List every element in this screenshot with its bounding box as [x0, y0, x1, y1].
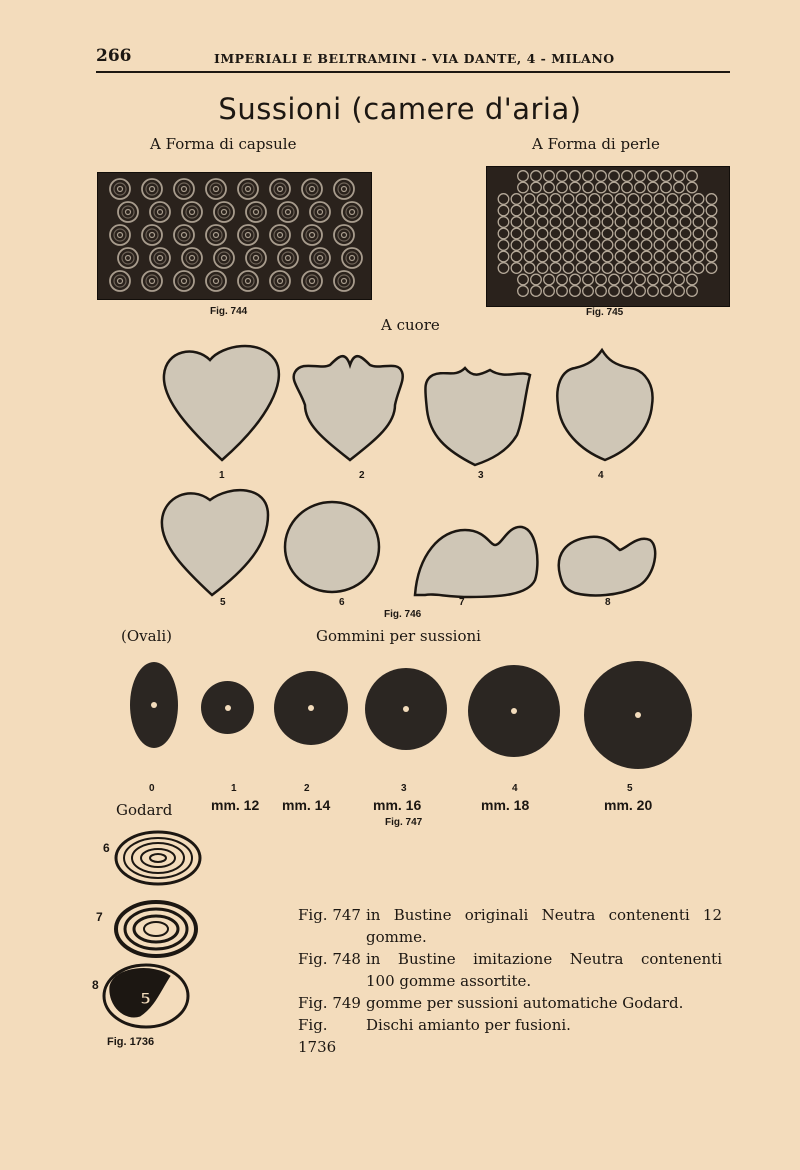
gommino-size-4: mm. 18 [481, 797, 530, 813]
fig-1736-caption: Fig. 1736 [107, 1036, 155, 1048]
gommino-number-1: 1 [231, 783, 237, 794]
gommini-heading: Gommini per sussioni [316, 627, 481, 645]
description-fig: Fig. 748 [298, 950, 361, 968]
running-header: IMPERIALI E BELTRAMINI - VIA DANTE, 4 - MILANO [214, 51, 615, 66]
shape-1 [164, 346, 279, 460]
page-number: 266 [96, 46, 132, 66]
shape-5 [162, 490, 268, 595]
cuore-heading: A cuore [381, 316, 440, 334]
shape-6 [285, 502, 379, 592]
description-text-cont: gomme. [366, 928, 427, 946]
godard-heading: Godard [116, 801, 173, 819]
godard-number-6: 6 [103, 841, 110, 855]
shape-number-6: 6 [339, 597, 345, 608]
godard-number-8: 8 [92, 978, 99, 992]
godard-number-7: 7 [96, 910, 103, 924]
shape-number-4: 4 [598, 470, 604, 481]
shape-number-1: 1 [219, 470, 225, 481]
godard-ring-8 [104, 965, 188, 1027]
gommino-number-5: 5 [627, 783, 633, 794]
gommino-3 [365, 668, 447, 750]
godard-rings-illustration [100, 826, 210, 1036]
svg-text:5: 5 [140, 989, 152, 1008]
page-title: Sussioni (camere d'aria) [218, 92, 582, 126]
fig-747-caption: Fig. 747 [385, 817, 423, 828]
capsule-panel-image [97, 172, 372, 300]
header-rule [96, 71, 730, 73]
shape-4 [557, 350, 652, 460]
description-line [298, 904, 722, 926]
fig-746-caption: Fig. 746 [384, 609, 422, 620]
gommino-number-3: 3 [401, 783, 407, 794]
shape-number-5: 5 [220, 597, 226, 608]
shape-3 [425, 368, 530, 465]
shape-number-7: 7 [459, 597, 465, 608]
description-text: gomme per sussioni automatiche Godard. [366, 994, 684, 1012]
gommino-size-3: mm. 16 [373, 797, 422, 813]
perle-panel-image [486, 166, 730, 307]
description-text: in Bustine originali Neutra contenenti 12 [366, 906, 722, 924]
gommino-1 [201, 681, 254, 734]
gommino-5 [584, 661, 692, 769]
shape-8 [559, 537, 655, 596]
description-fig: Fig. 1736 [298, 1016, 337, 1056]
description-text: in Bustine imitazione Neutra contenenti [366, 950, 722, 968]
gommino-4 [468, 665, 560, 757]
description-text: Dischi amianto per fusioni. [366, 1016, 571, 1034]
description-continuation [298, 926, 722, 948]
shape-2 [294, 356, 403, 460]
description-continuation [298, 970, 722, 992]
description-fig: Fig. 749 [298, 994, 361, 1012]
gommino-size-5: mm. 20 [604, 797, 653, 813]
description-line [298, 992, 722, 1014]
fig-744-caption: Fig. 744 [210, 306, 248, 317]
ovali-heading: (Ovali) [121, 627, 173, 645]
fig-745-caption: Fig. 745 [586, 307, 624, 318]
shape-number-2: 2 [359, 470, 365, 481]
description-line [298, 948, 722, 970]
description-fig: Fig. 747 [298, 906, 361, 924]
godard-ring-7 [116, 902, 196, 956]
description-text-cont: 100 gomme assortite. [366, 972, 532, 990]
heart-shapes-illustration [150, 335, 670, 625]
capsule-heading: A Forma di capsule [150, 135, 297, 153]
gommino-number-2: 2 [304, 783, 310, 794]
description-line [298, 1014, 722, 1058]
perle-heading: A Forma di perle [532, 135, 660, 153]
shape-number-8: 8 [605, 597, 611, 608]
shape-number-3: 3 [478, 470, 484, 481]
gommino-2 [274, 671, 348, 745]
godard-ring-6 [116, 832, 200, 884]
gommino-size-1: mm. 12 [211, 797, 260, 813]
shape-7 [415, 527, 537, 597]
gommino-size-2: mm. 14 [282, 797, 331, 813]
gommino-0 [130, 662, 178, 748]
gommino-number-4: 4 [512, 783, 518, 794]
description-list [298, 904, 722, 1058]
gommino-number-0: 0 [149, 783, 155, 794]
